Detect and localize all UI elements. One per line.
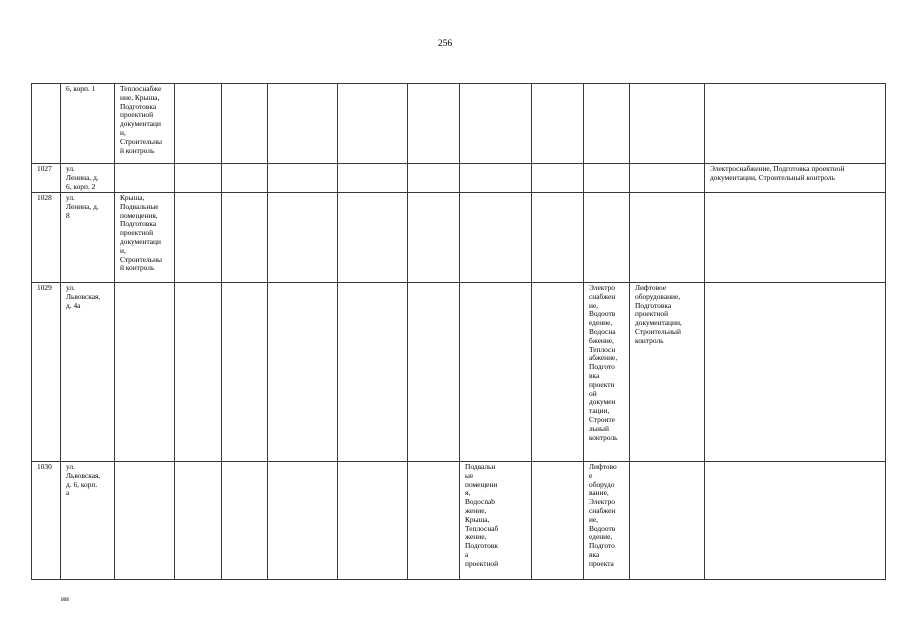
works-cell	[460, 164, 532, 193]
empty-cell	[408, 462, 460, 580]
table-row	[32, 283, 886, 462]
address-cell: ул. Львовская, д. 6, корп. а	[61, 462, 115, 580]
empty-cell	[338, 462, 408, 580]
empty-cell	[268, 193, 338, 283]
table-row	[32, 84, 886, 164]
works-cell: Лифтовое оборудование, Подготовка проектной документации, Строительный контроль	[630, 283, 705, 462]
works-cell	[115, 462, 175, 580]
works-cell	[584, 164, 630, 193]
footer-text: ии	[61, 594, 69, 603]
works-cell	[115, 283, 175, 462]
empty-cell	[175, 193, 222, 283]
empty-cell	[268, 283, 338, 462]
empty-cell	[408, 283, 460, 462]
empty-cell	[408, 84, 460, 164]
empty-cell	[408, 193, 460, 283]
table-row	[32, 193, 886, 283]
empty-cell	[175, 462, 222, 580]
empty-cell	[268, 462, 338, 580]
works-cell	[584, 84, 630, 164]
works-cell	[460, 193, 532, 283]
works-cell: Лифтово е оборудо вание, Электро снабжен ие, Водоотв едение, Подгото вка проекта	[584, 462, 630, 580]
row-number-cell: 1029	[32, 283, 61, 462]
works-cell	[460, 283, 532, 462]
document-table	[31, 83, 886, 580]
table-row	[32, 164, 886, 193]
works-cell	[705, 84, 886, 164]
address-cell: ул. Ленина, д. 8	[61, 193, 115, 283]
empty-cell	[175, 84, 222, 164]
empty-cell	[338, 193, 408, 283]
works-cell: Электроснабжение, Подготовка проектной документации, Строительный контроль	[705, 164, 886, 193]
row-number-cell: 1030	[32, 462, 61, 580]
empty-cell	[532, 193, 584, 283]
empty-cell	[532, 462, 584, 580]
works-cell	[630, 193, 705, 283]
empty-cell	[222, 84, 268, 164]
empty-cell	[338, 283, 408, 462]
empty-cell	[175, 283, 222, 462]
empty-cell	[532, 283, 584, 462]
works-cell	[705, 283, 886, 462]
empty-cell	[408, 164, 460, 193]
works-cell	[705, 462, 886, 580]
works-cell	[460, 84, 532, 164]
works-cell: Подвальн ые помещени я, Водосnab жение, Крыша, Теплоснаб жение, Подготовк а проектной	[460, 462, 532, 580]
empty-cell	[268, 164, 338, 193]
works-cell	[630, 462, 705, 580]
empty-cell	[222, 193, 268, 283]
address-cell: 6, корп. 1	[61, 84, 115, 164]
table-row	[32, 462, 886, 580]
works-cell	[115, 164, 175, 193]
row-number-cell	[32, 84, 61, 164]
address-cell: ул. Ленина, д. 6, корп. 2	[61, 164, 115, 193]
works-cell	[630, 164, 705, 193]
empty-cell	[222, 164, 268, 193]
works-cell: Электро снабжен ие, Водоотв едение, Водосна бжение, Теплосн абжение, Подгото вка проектн ой докумен тации, Строите льный контроль	[584, 283, 630, 462]
empty-cell	[338, 164, 408, 193]
empty-cell	[532, 84, 584, 164]
row-number-cell: 1028	[32, 193, 61, 283]
works-cell: Теплоснабже ние, Крыша, Подготовка проектной документаци и, Строительны й контроль	[115, 84, 175, 164]
works-cell	[584, 193, 630, 283]
address-cell: ул. Львовская, д. 4а	[61, 283, 115, 462]
row-number-cell: 1027	[32, 164, 61, 193]
empty-cell	[175, 164, 222, 193]
works-cell: Крыша, Подвальные помещения, Подготовка проектной документаци и, Строительны й контроль	[115, 193, 175, 283]
page-number: 256	[437, 39, 453, 49]
works-cell	[630, 84, 705, 164]
empty-cell	[222, 283, 268, 462]
empty-cell	[532, 164, 584, 193]
empty-cell	[338, 84, 408, 164]
empty-cell	[222, 462, 268, 580]
works-cell	[705, 193, 886, 283]
empty-cell	[268, 84, 338, 164]
